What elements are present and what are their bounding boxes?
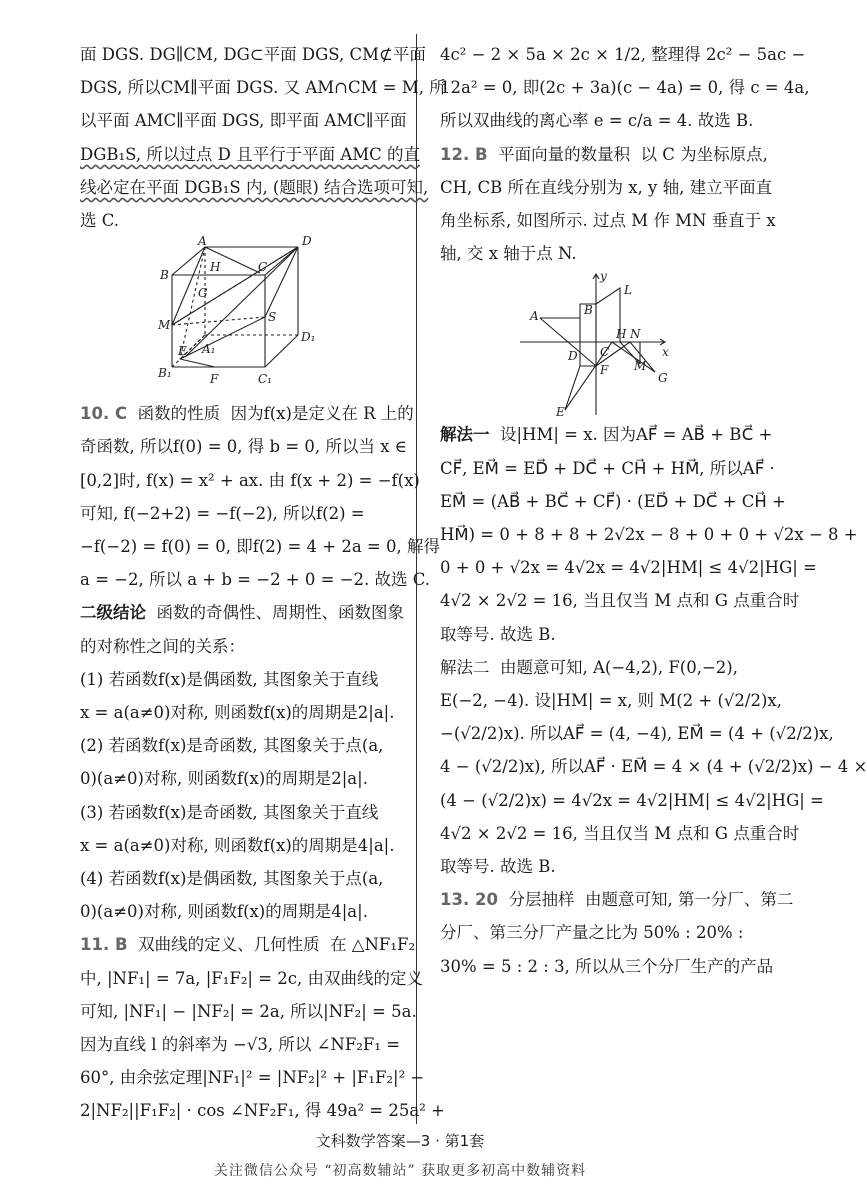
text-line: 因为直线 l 的斜率为 −√3, 所以 ∠NF₂F₁ = bbox=[80, 1035, 401, 1055]
method1-line bbox=[440, 418, 773, 451]
fig-label: A bbox=[530, 309, 539, 324]
cube-label: C bbox=[258, 260, 268, 275]
cube-label: E bbox=[178, 344, 187, 359]
text-line: HM⃗) = 0 + 8 + 8 + 2√2x − 8 + 0 + 0 + √2x − 8 + bbox=[440, 525, 858, 545]
cube-label: G bbox=[198, 286, 208, 301]
text-line: −f(−2) = f(0) = 0, 即f(2) = 4 + 2a = 0, 解得 bbox=[80, 537, 440, 557]
text-line: 2|NF₂||F₁F₂| · cos ∠NF₂F₁, 得 49a² = 25a² + bbox=[80, 1101, 445, 1121]
text-line: CF⃗, EM⃗ = ED⃗ + DC⃗ + CH⃗ + HM⃗, 所以AF⃗ · bbox=[440, 458, 775, 478]
text-line: E(−2, −4). 设|HM| = x, 则 M(2 + (√2/2)x, bbox=[440, 691, 782, 711]
cube-label: A₁ bbox=[202, 342, 216, 357]
text-line: 30% = 5 : 2 : 3, 所以从三个分厂生产的产品 bbox=[440, 956, 774, 976]
text-line: 0)(a≠0)对称, 则函数f(x)的周期是4|a|. bbox=[80, 902, 368, 922]
fig-label: E bbox=[556, 405, 565, 420]
text-line: 4 − (√2/2)x), 所以AF⃗ · EM⃗ = 4 × (4 + (√2/2)x) − 4 × bbox=[440, 757, 867, 777]
text-line: 可知, |NF₁| − |NF₂| = 2a, 所以|NF₂| = 5a. bbox=[80, 1001, 417, 1021]
cube-label: H bbox=[210, 260, 221, 275]
text-line: 在 △NF₁F₂ bbox=[330, 935, 416, 955]
text-line: (1) 若函数f(x)是偶函数, 其图象关于直线 bbox=[80, 669, 379, 689]
text-line: (4 − (√2/2)x) = 4√2x = 4√2|HM| ≤ 4√2|HG| = bbox=[440, 790, 824, 810]
text-line: 选 C. bbox=[80, 211, 120, 231]
q12-line bbox=[440, 138, 768, 171]
cube-label: S bbox=[268, 310, 277, 325]
fig-label: G bbox=[658, 371, 668, 386]
cube-figure bbox=[80, 234, 398, 397]
text-line: 中, |NF₁| = 7a, |F₁F₂| = 2c, 由双曲线的定义 bbox=[80, 968, 424, 988]
text-line: 设|HM| = x. 因为AF⃗ = AB⃗ + BC⃗ + bbox=[500, 425, 773, 445]
text-line: DGB₁S, 所以过点 D 且平行于平面 AMC 的直 bbox=[80, 144, 420, 164]
left-column bbox=[80, 38, 446, 1128]
fig-label: B bbox=[584, 303, 593, 318]
text-line: [0,2]时, f(x) = x² + ax. 由 f(x + 2) = −f(x) bbox=[80, 470, 420, 490]
text-line: (2) 若函数f(x)是奇函数, 其图象关于点(a, bbox=[80, 736, 384, 756]
cube-label: D bbox=[302, 234, 312, 249]
text-line: 取等号. 故选 B. bbox=[440, 857, 556, 877]
text-line: 轴, 交 x 轴于点 N. bbox=[440, 244, 577, 264]
method1-title: 解法一 bbox=[440, 425, 490, 445]
q13-line bbox=[440, 883, 794, 916]
cube-label: D₁ bbox=[301, 330, 316, 345]
fig-label: N bbox=[630, 327, 641, 342]
text-line: DGS, 所以CM∥平面 DGS. 又 AM∩CM = M, 所 bbox=[80, 78, 446, 98]
text-line: 奇函数, 所以f(0) = 0, 得 b = 0, 所以当 x ∈ bbox=[80, 437, 407, 457]
text-line: EM⃗ = (AB⃗ + BC⃗ + CF⃗) · (ED⃗ + DC⃗ + CH⃗ + bbox=[440, 491, 786, 511]
text-line: x = a(a≠0)对称, 则函数f(x)的周期是2|a|. bbox=[80, 703, 395, 723]
text-line: (4) 若函数f(x)是偶函数, 其图象关于点(a, bbox=[80, 869, 384, 889]
text-line: 由题意可知, 第一分厂、第二 bbox=[584, 890, 794, 910]
method2-line bbox=[440, 651, 758, 684]
q10-tag: 函数的性质 bbox=[137, 404, 221, 424]
fig-label: H bbox=[616, 327, 627, 342]
q10-number: 10. C bbox=[80, 404, 128, 424]
text-line: 0)(a≠0)对称, 则函数f(x)的周期是2|a|. bbox=[80, 769, 368, 789]
vector-figure bbox=[440, 270, 758, 418]
text-line: 以 C 为坐标原点, bbox=[640, 144, 768, 164]
fig-label: C bbox=[600, 345, 610, 360]
text-line: 4c² − 2 × 5a × 2c × 1/2, 整理得 2c² − 5ac − bbox=[440, 45, 806, 64]
fig-label: M bbox=[634, 359, 647, 374]
cube-label: C₁ bbox=[258, 372, 272, 387]
text-line: 所以双曲线的离心率 e = c/a = 4. 故选 B. bbox=[440, 111, 754, 131]
text-line: 取等号. 故选 B. bbox=[440, 624, 556, 644]
text-line: 分厂、第三分厂产量之比为 50% : 20% : bbox=[440, 923, 744, 943]
text-line: 4√2 × 2√2 = 16, 当且仅当 M 点和 G 点重合时 bbox=[440, 591, 800, 611]
right-column bbox=[440, 38, 867, 983]
text-line: 60°, 由余弦定理|NF₁|² = |NF₂|² + |F₁F₂|² − bbox=[80, 1068, 425, 1088]
text-line: 的对称性之间的关系： bbox=[80, 636, 245, 656]
cube-label: M bbox=[158, 318, 171, 333]
text-line: 面 DGS. DG∥CM, DG⊂平面 DGS, CM⊄平面 bbox=[80, 45, 426, 64]
fig-label: x bbox=[662, 345, 669, 360]
cube-label: B₁ bbox=[158, 366, 172, 381]
q11-tag: 双曲线的定义、几何性质 bbox=[138, 935, 320, 955]
promo-note: 关注微信公众号 “初高数辅站” 获取更多初高中数辅资料 bbox=[213, 1163, 587, 1179]
text-line: 角坐标系, 如图所示. 过点 M 作 MN 垂直于 x bbox=[440, 211, 776, 231]
fig-label: y bbox=[600, 269, 607, 284]
cube-label: B bbox=[160, 268, 169, 283]
fig-label: D bbox=[568, 349, 578, 364]
q11-number: 11. B bbox=[80, 935, 128, 955]
text-line: 以平面 AMC∥平面 DGS, 即平面 AMC∥平面 bbox=[80, 111, 407, 131]
conclusion-title: 二级结论 bbox=[80, 603, 146, 623]
text-line: 4√2 × 2√2 = 16, 当且仅当 M 点和 G 点重合时 bbox=[440, 823, 800, 843]
page-footer: 文科数学答案—3 · 第1套 bbox=[315, 1132, 485, 1150]
q12-number: 12. B bbox=[440, 144, 488, 164]
q11-line bbox=[80, 928, 416, 961]
q10-line bbox=[80, 397, 414, 430]
cube-label: F bbox=[210, 372, 219, 387]
text-line: 0 + 0 + √2x = 4√2x = 4√2|HM| ≤ 4√2|HG| = bbox=[440, 558, 817, 578]
text-line: 因为f(x)是定义在 R 上的 bbox=[230, 404, 414, 424]
text-line: CH, CB 所在直线分别为 x, y 轴, 建立平面直 bbox=[440, 177, 773, 197]
fig-label: L bbox=[624, 283, 632, 298]
text-line: a = −2, 所以 a + b = −2 + 0 = −2. 故选 C. bbox=[80, 570, 431, 590]
q13-tag: 分层抽样 bbox=[508, 890, 575, 910]
method2-title: 解法二 bbox=[440, 657, 490, 677]
text-line: −(√2/2)x). 所以AF⃗ = (4, −4), EM⃗ = (4 + (√2/2)x, bbox=[440, 724, 834, 744]
conclusion-line bbox=[80, 596, 404, 629]
text-line: 函数的奇偶性、周期性、函数图象 bbox=[156, 603, 404, 623]
text-line: x = a(a≠0)对称, 则函数f(x)的周期是4|a|. bbox=[80, 835, 395, 855]
q12-tag: 平面向量的数量积 bbox=[498, 144, 631, 164]
text-line: 可知, f(−2+2) = −f(−2), 所以f(2) = bbox=[80, 503, 365, 523]
text-line: (3) 若函数f(x)是奇函数, 其图象关于直线 bbox=[80, 802, 379, 822]
text-line: 线必定在平面 DGB₁S 内, (题眼) 结合选项可知, bbox=[80, 177, 429, 197]
q13-number: 13. 20 bbox=[440, 890, 498, 910]
text-line: 由题意可知, A(−4,2), F(0,−2), bbox=[500, 657, 738, 677]
cube-label: A bbox=[198, 234, 207, 249]
text-line: 12a² = 0, 即(2c + 3a)(c − 4a) = 0, 得 c = 4a, bbox=[440, 78, 810, 98]
fig-label: F bbox=[600, 363, 609, 378]
